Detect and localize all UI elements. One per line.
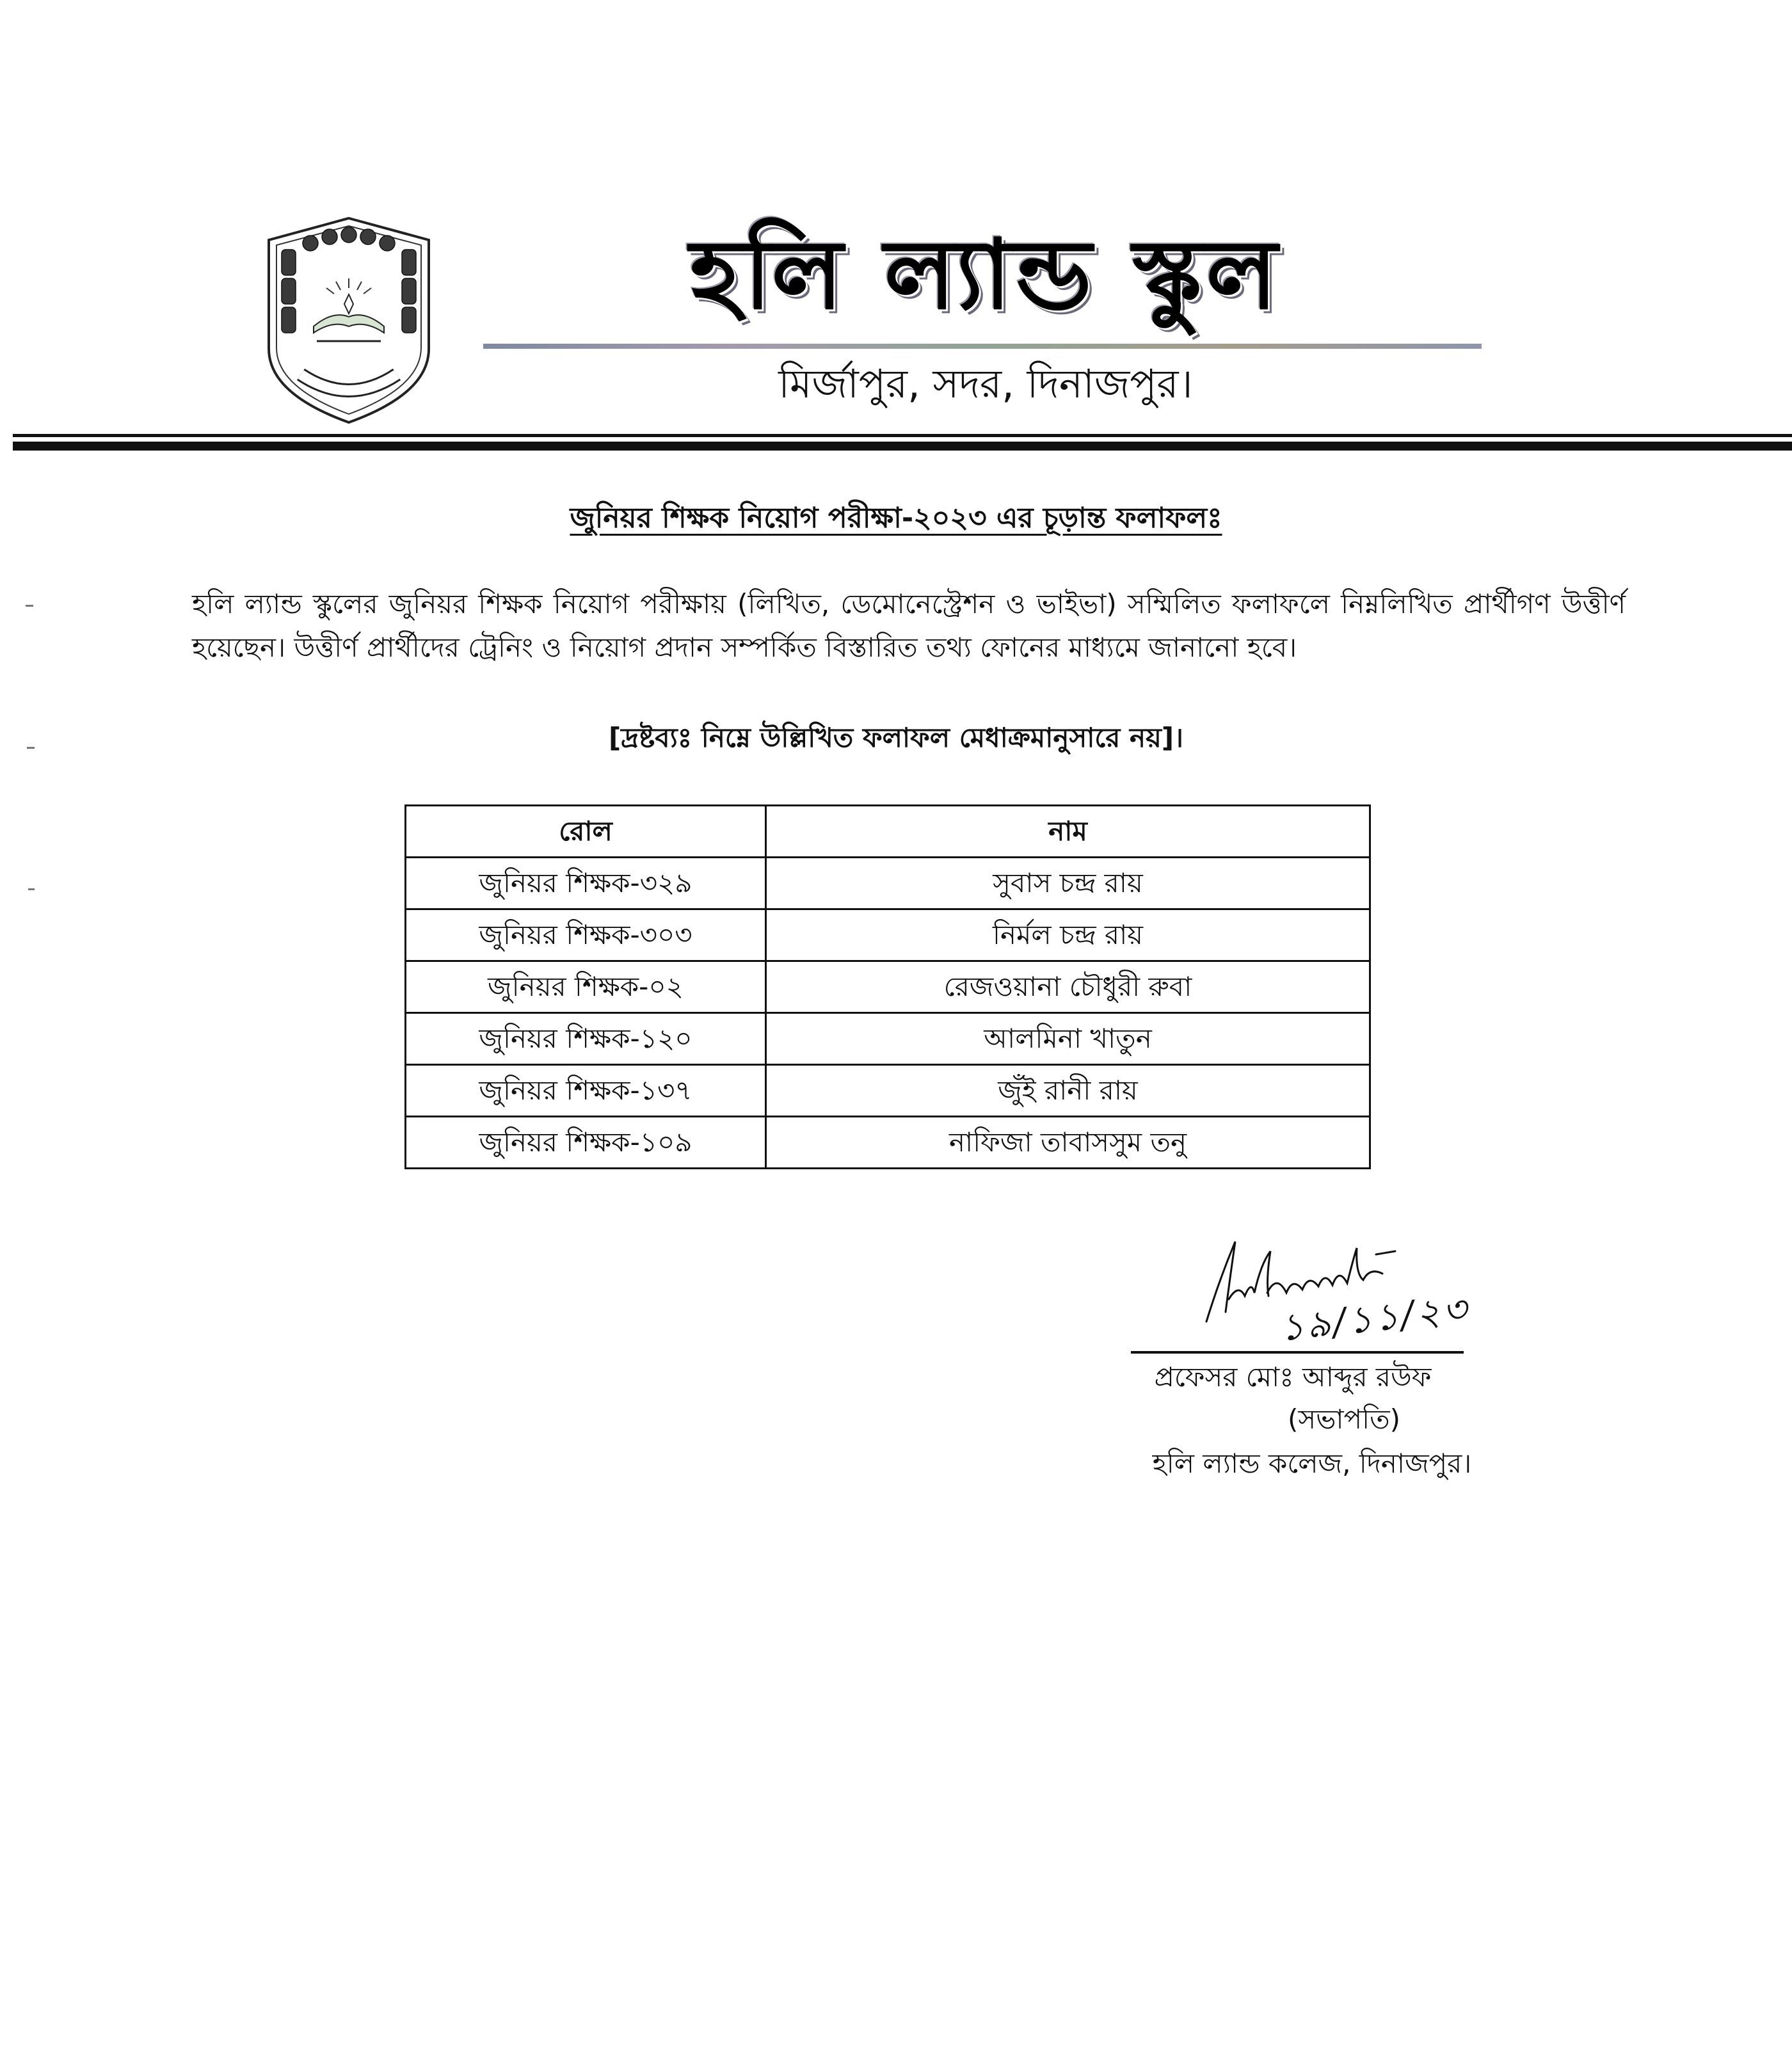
signature-line <box>1131 1351 1464 1354</box>
signature-handwritten-date: ১৯/১১/২৩ <box>1277 1286 1471 1350</box>
table-row <box>406 1013 1370 1065</box>
column-header-name: নাম <box>766 806 1370 858</box>
header-divider-thick <box>13 442 1792 451</box>
name-cell: জুঁই রানী রায় <box>766 1065 1370 1117</box>
roll-cell: জুনিয়র শিক্ষক-১২০ <box>406 1013 766 1065</box>
name-cell: আলমিনা খাতুন <box>766 1013 1370 1065</box>
table-row <box>406 1065 1370 1117</box>
table-row <box>406 1117 1370 1169</box>
signer-name: প্রফেসর মোঃ আব্দুর রউফ <box>1154 1361 1432 1393</box>
table-header-row <box>406 806 1370 858</box>
scan-mark <box>28 888 35 890</box>
table-row <box>406 858 1370 909</box>
school-address: মির্জাপুর, সদর, দিনাজপুর। <box>778 360 1193 407</box>
roll-cell: জুনিয়র শিক্ষক-৩০৩ <box>406 909 766 961</box>
header-divider-thin <box>13 434 1792 437</box>
roll-cell: জুনিয়র শিক্ষক-১০৯ <box>406 1117 766 1169</box>
notice-intro-paragraph: হলি ল্যান্ড স্কুলের জুনিয়র শিক্ষক নিয়োগ পরীক্ষায় (লিখিত, ডেমোনেস্ট্রেশন ও ভাইভা) সম্মিলিত ফলাফলে নিম্নলিখিত প্রার্থীগণ উত্তীর্ণ হয়েছেন। উত্তীর্ণ প্রার্থীদের ট্রেনিং ও নিয়োগ প্রদান সম্পর্কিত বিস্তারিত তথ্য ফোনের মাধ্যমে জানানো হবে। <box>192 588 1626 663</box>
school-logo-crest <box>256 214 442 426</box>
name-cell: সুবাস চন্দ্র রায় <box>766 858 1370 909</box>
column-header-roll: রোল <box>406 806 766 858</box>
scan-mark <box>26 605 33 607</box>
roll-cell: জুনিয়র শিক্ষক-০২ <box>406 961 766 1013</box>
name-cell: রেজওয়ানা চৌধুরী রুবা <box>766 961 1370 1013</box>
signer-organization: হলি ল্যান্ড কলেজ, দিনাজপুর। <box>1152 1448 1472 1479</box>
table-row <box>406 961 1370 1013</box>
signer-role: (সভাপতি) <box>1287 1404 1401 1435</box>
results-table <box>404 804 1371 1169</box>
notice-note: [দ্রষ্টব্যঃ নিম্নে উল্লিখিত ফলাফল মেধাক্রমানুসারে নয়]। <box>608 722 1184 753</box>
scan-mark <box>27 747 35 749</box>
table-row <box>406 909 1370 961</box>
notice-heading <box>0 496 1792 541</box>
notice-heading-text: জুনিয়র শিক্ষক নিয়োগ পরীক্ষা-২০২৩ এর চূড়ান্ত ফলাফলঃ <box>570 502 1222 534</box>
name-cell: নাফিজা তাবাসসুম তনু <box>766 1117 1370 1169</box>
name-cell: নির্মল চন্দ্র রায় <box>766 909 1370 961</box>
roll-cell: জুনিয়র শিক্ষক-৩২৯ <box>406 858 766 909</box>
school-name-title: হলি ল্যান্ড স্কুল <box>689 220 1282 331</box>
title-underline <box>483 344 1482 349</box>
roll-cell: জুনিয়র শিক্ষক-১৩৭ <box>406 1065 766 1117</box>
